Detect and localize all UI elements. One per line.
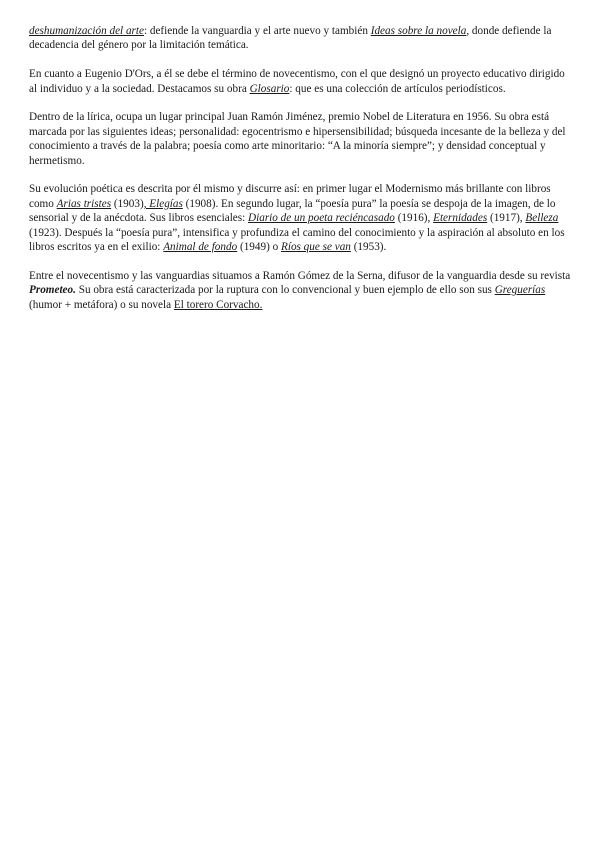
paragraph-p3 — [29, 110, 574, 168]
paragraph-p5-text: Greguerías — [494, 284, 546, 297]
paragraph-p4-text: “poesía pura” — [116, 226, 178, 239]
paragraph-p4-text: Ríos que se van — [281, 241, 351, 254]
paragraph-p4-text: (1908). En segundo lugar, la — [182, 197, 316, 210]
paragraph-p5-text: (humor + metáfora) o su novela — [29, 298, 174, 311]
paragraph-p4-text: (1953). — [350, 241, 387, 254]
paragraph-p1-text: , donde defiende la decadencia del género por la limitación temática. — [29, 25, 552, 52]
paragraph-p4-text: la poesía se despoja de la imagen, de lo sensorial y de la anécdota. Sus libros esenciales: — [29, 197, 556, 225]
paragraph-p5-text: Ramón Gómez de la Serna — [262, 269, 383, 282]
paragraph-p4-text: “poesía pura” — [315, 197, 377, 210]
paragraph-p4-text: (1949) o — [237, 241, 281, 254]
paragraph-p4-text: , intensifica y profundiza el camino del conocimiento y la aspiración al absoluto en los libros escritos ya en el exilio: — [29, 226, 565, 254]
paragraph-p4-text: Belleza — [525, 212, 559, 225]
paragraph-p4-text: Animal de fondo — [163, 241, 238, 254]
paragraph-p1-text: Ideas sobre la novela — [370, 25, 467, 37]
paragraph-p3-text: personalidad — [179, 125, 237, 138]
paragraph-p4-text: Su evolución poética es descrita por él mismo y discurre así: en primer lugar el — [29, 183, 386, 196]
paragraph-p4-text: (1903) — [111, 197, 144, 210]
paragraph-p5 — [29, 269, 574, 312]
paragraph-p4-text: (1923). Después la — [29, 226, 116, 239]
paragraph-p4-text: Arias tristes — [56, 197, 112, 210]
paragraph-p2-text: Glosario — [249, 82, 290, 95]
paragraph-p5-text: , difusor de la vanguardia desde su revista — [382, 269, 571, 282]
paragraph-p4-text: (1917), — [487, 212, 526, 225]
paragraph-p5-text: Su obra está caracterizada por la ruptura con lo convencional y buen ejemplo de ello son sus — [75, 284, 495, 297]
paragraph-p2-text: En cuanto a — [29, 68, 85, 81]
paragraph-p5-text: El torero Corvacho. — [173, 298, 263, 311]
paragraph-p3-text: : “A la minoría siempre”; y densidad conceptual y hermetismo. — [29, 140, 546, 167]
paragraph-p2-text: : que es una colección de artículos periodísticos. — [289, 82, 506, 95]
paragraph-p3-text: , premio Nobel de Literatura en 1956. Su obra está marcada por las siguientes ideas; — [29, 111, 550, 138]
paragraph-p4-text: con libros como — [29, 183, 551, 210]
paragraph-p2-text: a él se debe el término de novecentismo, con el que designó un proyecto educativo dirigido al individuo y a la sociedad. Destacamos su obra — [29, 68, 565, 95]
paragraph-p1-text: : defiende la vanguardia y el arte nuevo y también — [143, 25, 371, 37]
paragraph-p4-text: , Elegías — [143, 197, 183, 210]
paragraph-p4-text: (1916), — [394, 212, 434, 225]
paragraph-p3-text: , ocupa un lugar principal — [110, 111, 228, 124]
paragraph-p2 — [29, 67, 574, 96]
paragraph-p4-text: Modernismo más brillante — [385, 183, 504, 196]
paragraph-p3-text: Juan Ramón Jiménez — [227, 111, 323, 124]
paragraph-p4-text: Diario de un poeta reciéncasado — [248, 212, 395, 225]
paragraph-p1-text: deshumanización del arte — [29, 25, 144, 37]
paragraph-p5-text: Prometeo. — [29, 284, 76, 297]
paragraph-p3-text: Dentro de la lírica — [29, 111, 111, 124]
paragraph-p5-text: Entre el novecentismo y las vanguardias situamos a — [29, 269, 263, 282]
paragraph-p2-text: Eugenio D'Ors, — [84, 68, 154, 81]
document-body — [29, 24, 574, 326]
paragraph-p3-text: : egocentrismo e hipersensibilidad; — [236, 125, 396, 138]
paragraph-p3-text: búsqueda incesante de la belleza y del conocimiento a través de la palabra; poesía como arte minoritario — [29, 125, 566, 153]
paragraph-p1 — [29, 24, 574, 53]
paragraph-p4-text: Eternidades — [433, 212, 488, 225]
paragraph-p4 — [29, 182, 574, 254]
